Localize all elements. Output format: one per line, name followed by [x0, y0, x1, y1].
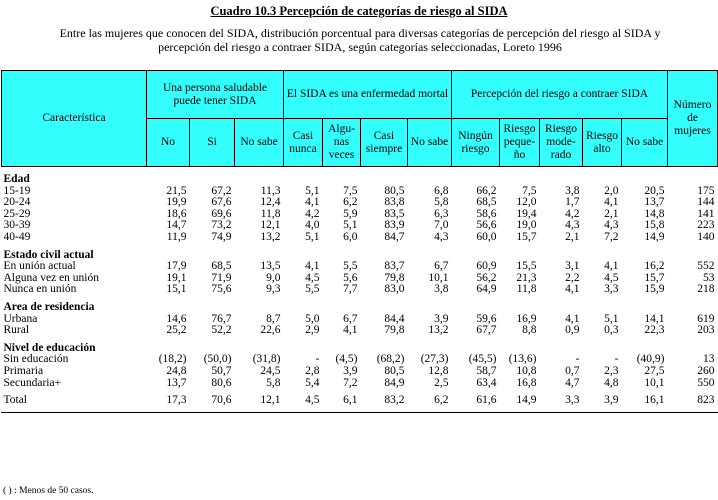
value-cell: 3,9 [343, 364, 358, 377]
value-cell: 1,7 [565, 196, 580, 209]
value-cell: 4,1 [565, 283, 580, 296]
row-label: 15-19 [3, 184, 31, 197]
value-cell: 83,5 [384, 207, 405, 220]
value-cell: - [575, 353, 580, 366]
value-cell: 4,1 [565, 312, 580, 325]
row-label: 20-24 [3, 196, 31, 209]
value-cell: 203 [697, 324, 715, 337]
value-cell: 52,2 [211, 324, 232, 337]
value-cell: 4,1 [305, 260, 320, 273]
value-cell: 7,5 [522, 184, 537, 197]
spacer-cell [2, 167, 718, 175]
value-cell: 25,2 [166, 324, 187, 337]
value-cell: 13,2 [260, 230, 281, 243]
value-cell: 60,9 [476, 260, 497, 273]
value-cell: 13,2 [428, 324, 449, 337]
value-cell: 19,4 [516, 207, 537, 220]
value-cell: 0,7 [565, 364, 580, 377]
value-cell: 7,7 [343, 283, 358, 296]
value-cell: 68,5 [476, 196, 497, 209]
value-cell: 6,7 [343, 312, 358, 325]
value-cell: 3,9 [434, 312, 449, 325]
value-cell: 16,8 [516, 376, 537, 389]
value-cell: 15,1 [166, 283, 187, 296]
value-cell: 13,7 [166, 376, 187, 389]
value-cell: - [614, 353, 619, 366]
value-cell: 2,8 [305, 364, 320, 377]
value-cell: (31,8) [252, 353, 281, 366]
value-cell: 4,2 [305, 207, 320, 220]
table-body [2, 167, 718, 407]
value-cell: 15,7 [516, 230, 537, 243]
value-cell: 14,8 [644, 207, 665, 220]
value-cell: 11,8 [516, 283, 537, 296]
row-label: Alguna vez en unión [3, 271, 99, 284]
value-cell: (27,3) [420, 353, 449, 366]
value-cell: 5,1 [305, 184, 320, 197]
value-cell: 4,1 [604, 196, 619, 209]
value-cell: 5,5 [305, 283, 320, 296]
value-cell: 10,1 [428, 271, 449, 284]
value-cell: 70,6 [211, 394, 232, 407]
value-cell: 4,5 [604, 271, 619, 284]
table-row [2, 284, 718, 296]
value-cell: 19,1 [166, 271, 187, 284]
subheader: Casi siempre [361, 119, 408, 167]
value-cell: 552 [697, 260, 715, 273]
value-cell: 83,8 [384, 196, 405, 209]
value-cell: 56,6 [476, 219, 497, 232]
value-cell: 80,5 [384, 364, 405, 377]
value-cell: 19,9 [166, 196, 187, 209]
value-cell: 5,8 [434, 196, 449, 209]
value-cell: 10,8 [516, 364, 537, 377]
value-cell: 2,2 [565, 271, 580, 284]
value-cell: 50,7 [211, 364, 232, 377]
value-cell: 64,9 [476, 283, 497, 296]
value-cell: 7,0 [434, 219, 449, 232]
header-characteristic: Característica [2, 71, 147, 167]
value-cell: 4,5 [305, 394, 320, 407]
value-cell: 12,8 [428, 364, 449, 377]
value-cell: 0,9 [565, 324, 580, 337]
value-cell: 21,5 [166, 184, 187, 197]
value-cell: 2,3 [604, 364, 619, 377]
value-cell: 6,3 [434, 207, 449, 220]
value-cell: 5,4 [305, 376, 320, 389]
header-number-of-women: Número de mujeres [668, 71, 718, 167]
total-row [2, 395, 718, 407]
value-cell: 59,6 [476, 312, 497, 325]
value-cell: 823 [697, 394, 715, 407]
value-cell: 14,6 [166, 312, 187, 325]
value-cell: 3,3 [565, 394, 580, 407]
value-cell: 2,9 [305, 324, 320, 337]
value-cell: 14,1 [644, 312, 665, 325]
value-cell: 7,2 [343, 376, 358, 389]
subheader: No sabe [235, 119, 284, 167]
group-label: Nivel de educación [3, 341, 96, 354]
value-cell: 17,9 [166, 260, 187, 273]
value-cell: 2,1 [565, 230, 580, 243]
value-cell: 6,1 [343, 394, 358, 407]
subheader: No sabe [408, 119, 452, 167]
value-cell: 83,7 [384, 260, 405, 273]
row-label: 30-39 [3, 219, 31, 232]
value-cell: 4,3 [604, 219, 619, 232]
value-cell: 71,9 [211, 271, 232, 284]
value-cell: 5,1 [343, 219, 358, 232]
value-cell: (40,9) [636, 353, 665, 366]
value-cell: (13,6) [508, 353, 537, 366]
value-cell: 75,6 [211, 283, 232, 296]
value-cell: - [315, 353, 320, 366]
value-cell: 4,1 [604, 260, 619, 273]
subheader: No sabe [622, 119, 668, 167]
value-cell: 58,6 [476, 207, 497, 220]
value-cell: 83,0 [384, 283, 405, 296]
value-cell: 619 [697, 312, 715, 325]
value-cell: 141 [697, 207, 715, 220]
value-cell: 4,0 [305, 219, 320, 232]
subheader: Si [190, 119, 235, 167]
row-label: Primaria [3, 364, 44, 377]
value-cell: 61,6 [476, 394, 497, 407]
table-row [2, 325, 718, 337]
value-cell: 5,5 [343, 260, 358, 273]
value-cell: (18,2) [158, 353, 187, 366]
subheader: Riesgo alto [583, 119, 622, 167]
value-cell: 14,9 [516, 394, 537, 407]
header-healthy-person: Una persona saludable puede tener SIDA [147, 71, 284, 119]
value-cell: 15,7 [644, 271, 665, 284]
value-cell: 223 [697, 219, 715, 232]
value-cell: 11,9 [166, 230, 187, 243]
table-title: Cuadro 10.3 Percepción de categorías de riesgo al SIDA [210, 4, 508, 18]
footnote: ( ) : Menos de 50 casos. [3, 486, 94, 496]
value-cell: 17,3 [166, 394, 187, 407]
value-cell: 4,3 [565, 219, 580, 232]
value-cell: 140 [697, 230, 715, 243]
value-cell: 0,3 [604, 324, 619, 337]
subheader: No [147, 119, 190, 167]
value-cell: 260 [697, 364, 715, 377]
value-cell: 4,1 [305, 196, 320, 209]
value-cell: 84,4 [384, 312, 405, 325]
table-row [2, 366, 718, 378]
value-cell: 79,8 [384, 324, 405, 337]
value-cell: 14,9 [644, 230, 665, 243]
value-cell: 60,0 [476, 230, 497, 243]
row-label: Nunca en unión [3, 283, 77, 296]
group-header-row [2, 343, 718, 355]
group-label: Area de residencia [3, 300, 95, 313]
value-cell: 5,6 [343, 271, 358, 284]
value-cell: (68,2) [376, 353, 405, 366]
spacer-row [2, 167, 718, 175]
value-cell: 76,7 [211, 312, 232, 325]
value-cell: 10,1 [644, 376, 665, 389]
value-cell: 67,6 [211, 196, 232, 209]
table-row [2, 232, 718, 244]
value-cell: 58,7 [476, 364, 497, 377]
group-header-row [2, 302, 718, 314]
value-cell: 5,8 [266, 376, 281, 389]
value-cell: 12,0 [516, 196, 537, 209]
value-cell: 15,8 [644, 219, 665, 232]
value-cell: 80,5 [384, 184, 405, 197]
value-cell: 19,0 [516, 219, 537, 232]
value-cell: 22,3 [644, 324, 665, 337]
header-mortal-disease: El SIDA es una enfermedad mortal [284, 71, 452, 119]
value-cell: 8,7 [266, 312, 281, 325]
value-cell: 22,6 [260, 324, 281, 337]
group-label: Edad [3, 173, 30, 185]
value-cell: 13,5 [260, 260, 281, 273]
subheader: Algu-nas veces [323, 119, 361, 167]
value-cell: 3,8 [565, 184, 580, 197]
subheader: Casi nunca [284, 119, 323, 167]
value-cell: 83,2 [384, 394, 405, 407]
header-risk-perception: Percepción del riesgo a contraer SIDA [452, 71, 668, 119]
value-cell: 4,2 [565, 207, 580, 220]
value-cell: 15,9 [644, 283, 665, 296]
row-label: Secundaria+ [3, 376, 62, 389]
value-cell: 6,8 [434, 184, 449, 197]
value-cell: 2,0 [604, 184, 619, 197]
subheader: Riesgo peque-ño [500, 119, 540, 167]
value-cell: 6,7 [434, 260, 449, 273]
value-cell: 9,0 [266, 271, 281, 284]
value-cell: 67,2 [211, 184, 232, 197]
value-cell: 13,7 [644, 196, 665, 209]
value-cell: 7,5 [343, 184, 358, 197]
table-row [2, 378, 718, 390]
value-cell: 3,9 [604, 394, 619, 407]
value-cell: 21,3 [516, 271, 537, 284]
subheader: Ningún riesgo [452, 119, 500, 167]
value-cell: 4,1 [343, 324, 358, 337]
value-cell: 74,9 [211, 230, 232, 243]
value-cell: 84,7 [384, 230, 405, 243]
table-row [2, 261, 718, 273]
value-cell: 12,1 [260, 219, 281, 232]
value-cell: 16,2 [644, 260, 665, 273]
value-cell: 2,5 [434, 376, 449, 389]
table-bottom-rule [1, 412, 718, 413]
value-cell: 2,1 [604, 207, 619, 220]
value-cell: 11,8 [260, 207, 281, 220]
value-cell: 68,5 [211, 260, 232, 273]
value-cell: 73,2 [211, 219, 232, 232]
value-cell: 5,9 [343, 207, 358, 220]
value-cell: 16,9 [516, 312, 537, 325]
value-cell: 80,6 [211, 376, 232, 389]
value-cell: 56,2 [476, 271, 497, 284]
value-cell: 13 [703, 353, 715, 366]
value-cell: 63,4 [476, 376, 497, 389]
value-cell: 6,0 [343, 230, 358, 243]
value-cell: 3,8 [434, 283, 449, 296]
value-cell: 6,2 [343, 196, 358, 209]
value-cell: 4,7 [565, 376, 580, 389]
value-cell: 3,3 [604, 283, 619, 296]
value-cell: (50,0) [203, 353, 232, 366]
value-cell: 6,2 [434, 394, 449, 407]
value-cell: 175 [697, 184, 715, 197]
value-cell: 550 [697, 376, 715, 389]
value-cell: 4,3 [434, 230, 449, 243]
value-cell: 9,3 [266, 283, 281, 296]
value-cell: (4,5) [335, 353, 358, 366]
value-cell: 5,1 [604, 312, 619, 325]
value-cell: 16,1 [644, 394, 665, 407]
row-label: Urbana [3, 312, 38, 325]
value-cell: 218 [697, 283, 715, 296]
group-header-row [2, 174, 718, 186]
subheader: Riesgo mode-rado [540, 119, 583, 167]
value-cell: 66,2 [476, 184, 497, 197]
data-table [1, 70, 718, 407]
row-label: Total [3, 394, 27, 407]
value-cell: 4,5 [305, 271, 320, 284]
table-subtitle: Entre las mujeres que conocen del SIDA, distribución porcentual para diversas categorías de percepción del riesgo al SIDA y percepción del riesgo a contraer SIDA, según categorías seleccionadas, Loreto 1996 [59, 26, 661, 54]
value-cell: 67,7 [476, 324, 497, 337]
row-label: En unión actual [3, 260, 76, 273]
value-cell: 83,9 [384, 219, 405, 232]
value-cell: 8,8 [522, 324, 537, 337]
value-cell: 14,7 [166, 219, 187, 232]
value-cell: 7,2 [604, 230, 619, 243]
value-cell: 24,8 [166, 364, 187, 377]
value-cell: (45,5) [468, 353, 497, 366]
value-cell: 5,1 [305, 230, 320, 243]
value-cell: 84,9 [384, 376, 405, 389]
value-cell: 27,5 [644, 364, 665, 377]
value-cell: 3,1 [565, 260, 580, 273]
value-cell: 15,5 [516, 260, 537, 273]
row-label: Rural [3, 324, 30, 337]
value-cell: 24,5 [260, 364, 281, 377]
row-label: 40-49 [3, 230, 31, 243]
value-cell: 79,8 [384, 271, 405, 284]
value-cell: 5,0 [305, 312, 320, 325]
row-label: 25-29 [3, 207, 31, 220]
value-cell: 20,5 [644, 184, 665, 197]
value-cell: 4,8 [604, 376, 619, 389]
row-label: Sin educación [3, 353, 69, 366]
value-cell: 12,1 [260, 394, 281, 407]
value-cell: 53 [703, 271, 715, 284]
value-cell: 11,3 [260, 184, 281, 197]
value-cell: 12,4 [260, 196, 281, 209]
value-cell: 18,6 [166, 207, 187, 220]
group-label: Estado civil actual [3, 248, 94, 261]
value-cell: 69,6 [211, 207, 232, 220]
value-cell: 144 [697, 196, 715, 209]
